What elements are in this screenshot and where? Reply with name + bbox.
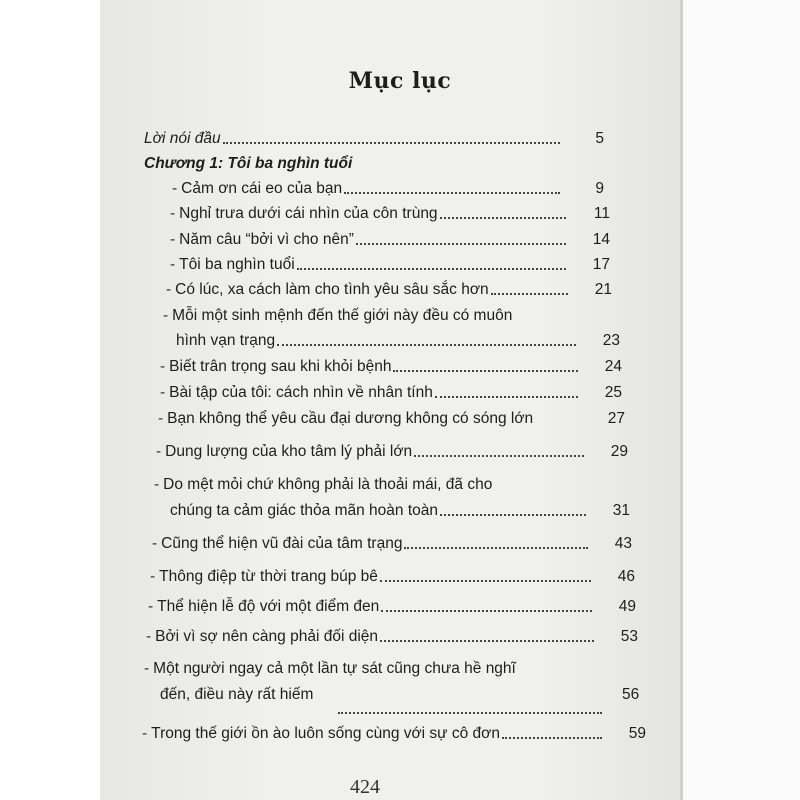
toc-entry: [160, 358, 622, 376]
dash-marker: -: [172, 180, 178, 197]
toc-entry-page: 5: [595, 130, 604, 147]
toc-entry-page: 59: [628, 725, 646, 742]
dot-leader: [491, 293, 568, 295]
toc-entry: [146, 628, 638, 646]
toc-entry-title: Trong thế giới ồn ào luôn sống cùng với sự cô đơn: [151, 725, 500, 742]
toc-entry-title: Bài tập của tôi: cách nhìn về nhân tính: [169, 384, 433, 401]
toc-entry: [158, 410, 625, 428]
toc-entry-line1: [144, 660, 516, 678]
toc-entry-title: Có lúc, xa cách làm cho tình yêu sâu sắc hơn: [175, 281, 489, 298]
toc-entry-title: Tôi ba nghìn tuổi: [179, 256, 295, 273]
toc-entry-title: Do mệt mỏi chứ không phải là thoải mái, đã cho: [163, 476, 493, 493]
toc-entry-title: Một người ngay cả một lần tự sát cũng chưa hề nghĩ: [153, 660, 516, 677]
dash-marker: -: [156, 443, 162, 460]
toc-entry: [150, 568, 635, 586]
toc-entry-page: 31: [612, 502, 630, 519]
toc-entry-line1: [154, 476, 492, 494]
dot-leader: [380, 580, 591, 582]
dot-leader: [223, 142, 560, 144]
dot-leader: [414, 455, 584, 457]
dash-marker: -: [163, 307, 169, 324]
dot-leader: [440, 217, 566, 219]
toc-entry: [170, 256, 610, 274]
dot-leader: [440, 514, 586, 516]
dot-leader-row: [336, 712, 606, 718]
dot-leader: [404, 547, 588, 549]
page-title: Mục lục: [348, 68, 452, 94]
toc-entry-title: Thông điệp từ thời trang búp bê: [159, 568, 378, 585]
toc-entry-title: Thể hiện lễ độ với một điểm đen: [157, 598, 380, 615]
toc-entry-page: 17: [592, 256, 610, 273]
dot-leader: [344, 192, 560, 194]
chapter-heading: [144, 155, 604, 173]
toc-entry-page: 23: [602, 332, 620, 349]
toc-entry-page: 9: [595, 180, 604, 197]
toc-entry: [148, 598, 636, 616]
toc-entry-title: Nghỉ trưa dưới cái nhìn của côn trùng: [179, 205, 438, 222]
dash-marker: -: [170, 256, 176, 273]
toc-entry: [170, 231, 610, 249]
toc-entry: [172, 180, 604, 198]
toc-entry-title: Mỗi một sinh mệnh đến thế giới này đều có muôn: [172, 307, 513, 324]
toc-entry-line1: [163, 307, 512, 325]
toc-entry-title: Cảm ơn cái eo của bạn: [181, 180, 343, 197]
toc-entry-page-56: [622, 686, 639, 704]
dot-leader: [338, 712, 602, 714]
toc-entry: [152, 535, 632, 553]
toc-entry: [176, 332, 620, 350]
toc-entry-page: 49: [618, 598, 636, 615]
toc-entry-page: 21: [594, 281, 612, 298]
toc-entry-title: Bởi vì sợ nên càng phải đối diện: [155, 628, 378, 645]
dash-marker: -: [170, 231, 176, 248]
dash-marker: -: [144, 660, 150, 677]
dash-marker: -: [154, 476, 160, 493]
dot-leader: [393, 370, 578, 372]
toc-entry: [144, 130, 604, 148]
toc-entry-page: 27: [607, 410, 625, 427]
toc-entry-title-cont: hình vạn trạng: [176, 332, 276, 349]
toc-entry: [166, 281, 612, 299]
dot-leader: [297, 268, 566, 270]
dot-leader: [435, 396, 578, 398]
toc-entry-page: 29: [610, 443, 628, 460]
dash-marker: -: [148, 598, 154, 615]
toc-entry-page: 14: [592, 231, 610, 248]
dot-leader: [356, 243, 566, 245]
toc-entry-page: 11: [593, 205, 610, 222]
dash-marker: -: [166, 281, 172, 298]
toc-entry: [170, 502, 630, 520]
page-number: 424: [350, 776, 380, 798]
toc-entry-line2: [160, 686, 313, 704]
toc-entry-page: 53: [620, 628, 638, 645]
toc-entry-title-cont: đến, điều này rất hiếm: [160, 686, 314, 703]
dot-leader: [277, 344, 576, 346]
dot-leader: [380, 640, 594, 642]
dash-marker: -: [158, 410, 164, 427]
toc-entry-page: 25: [604, 384, 622, 401]
toc-entry-page: 43: [614, 535, 632, 552]
toc-entry: [142, 725, 646, 743]
dash-marker: -: [160, 358, 166, 375]
toc-entry-title: Chương 1: Tôi ba nghìn tuổi: [144, 155, 353, 172]
dash-marker: -: [170, 205, 176, 222]
toc-entry-title: Biết trân trọng sau khi khỏi bệnh: [169, 358, 392, 375]
toc-entry-title-cont: chúng ta cảm giác thỏa mãn hoàn toàn: [170, 502, 438, 519]
dash-marker: -: [160, 384, 166, 401]
toc-entry: [170, 205, 610, 223]
toc-entry-page: 24: [604, 358, 622, 375]
dot-leader: [502, 737, 602, 739]
toc-entry-title: Dung lượng của kho tâm lý phải lớn: [165, 443, 413, 460]
toc-entry-title: Năm câu “bởi vì cho nên”: [179, 231, 354, 248]
dash-marker: -: [142, 725, 148, 742]
dash-marker: -: [152, 535, 158, 552]
toc-entry-title: Cũng thể hiện vũ đài của tâm trạng: [161, 535, 403, 552]
toc-entry: [160, 384, 622, 402]
toc-entry-page: 56: [622, 686, 640, 703]
dash-marker: -: [150, 568, 156, 585]
toc-entry-title: Bạn không thể yêu cầu đại dương không có sóng lớn: [167, 410, 534, 427]
toc-entry: [156, 443, 628, 461]
dot-leader: [381, 610, 592, 612]
dash-marker: -: [146, 628, 152, 645]
toc-entry-title: Lời nói đầu: [144, 130, 221, 147]
toc-entry-page: 46: [617, 568, 635, 585]
